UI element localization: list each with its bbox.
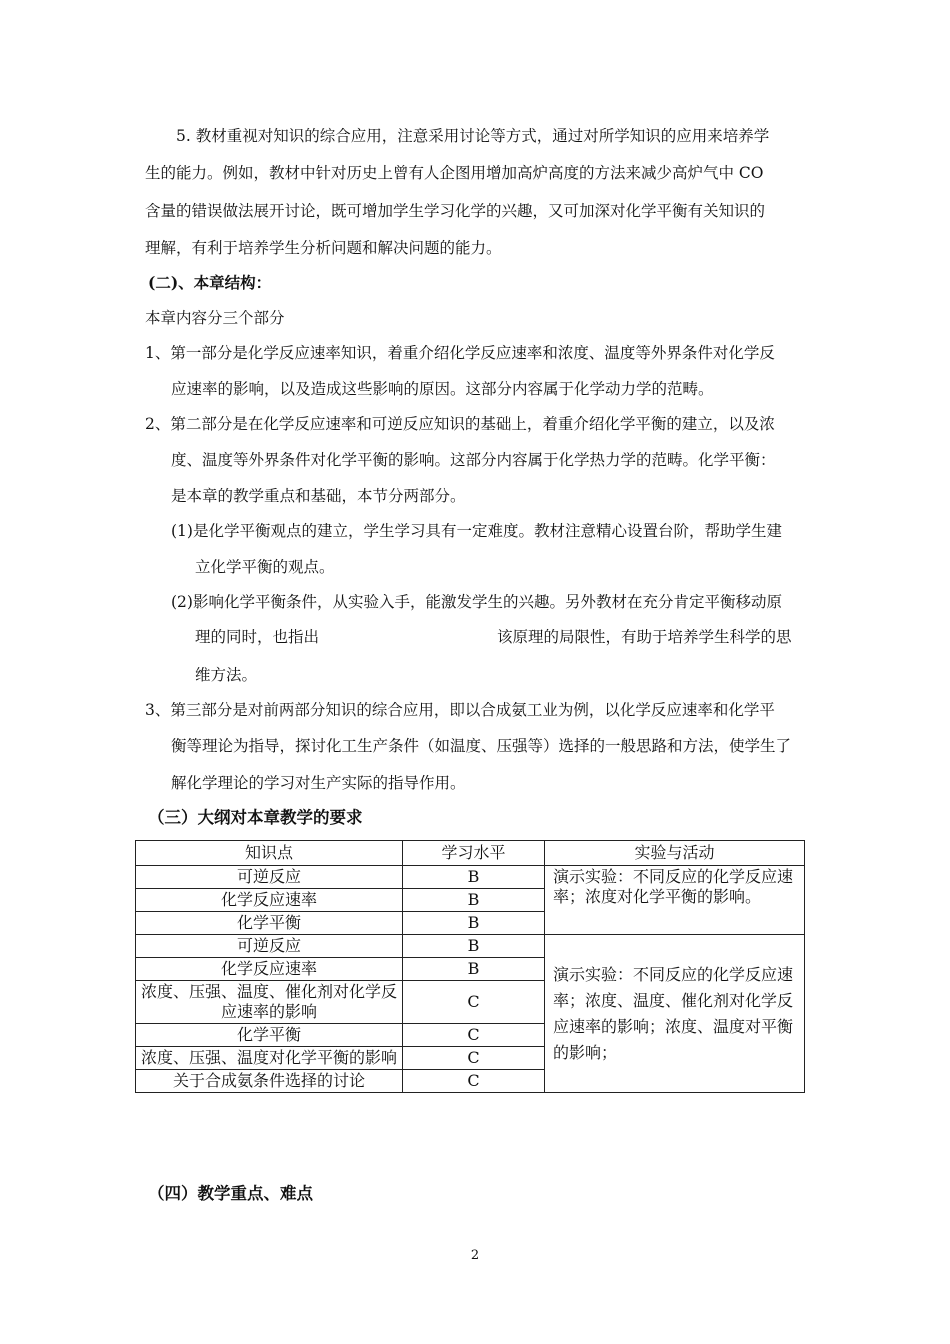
section4-heading: （四）教学重点、难点	[148, 1184, 313, 1203]
para5-line1: 5. 教材重视对知识的综合应用，注意采用讨论等方式，通过对所学知识的应用来培养学	[176, 127, 770, 145]
para5-line4: 理解，有利于培养学生分析问题和解决问题的能力。	[145, 239, 502, 257]
row-level: B	[403, 866, 545, 889]
row-topic: 可逆反应	[136, 935, 403, 958]
row-level: B	[403, 889, 545, 912]
row-topic: 浓度、压强、温度、催化剂对化学反应速率的影响	[136, 981, 403, 1024]
row-topic: 化学平衡	[136, 912, 403, 935]
item1-line2: 应速率的影响，以及造成这些影响的原因。这部分内容属于化学动力学的范畴。	[171, 380, 714, 398]
row-topic: 可逆反应	[136, 866, 403, 889]
header-topic: 知识点	[136, 841, 403, 866]
item3-line2: 衡等理论为指导，探讨化工生产条件（如温度、压强等）选择的一般思路和方法，使学生了	[171, 737, 792, 755]
sub1-line2: 立化学平衡的观点。	[195, 558, 335, 576]
sub2-line2a: 理的同时，也指出	[195, 628, 320, 646]
page-number: 2	[470, 1248, 480, 1263]
activity-cell-2-text: 演示实验：不同反应的化学反应速率；浓度、温度、催化剂对化学反应速率的影响；浓度、温度对平衡的影响；	[553, 964, 794, 1062]
row-topic: 化学平衡	[136, 1024, 403, 1047]
section2-intro: 本章内容分三个部分	[145, 309, 285, 327]
header-activity: 实验与活动	[545, 841, 805, 866]
row-level: C	[403, 1024, 545, 1047]
item2-line2: 度、温度等外界条件对化学平衡的影响。这部分内容属于化学热力学的范畴。化学平衡：	[171, 451, 776, 469]
sub2-line2b: 该原理的局限性，有助于培养学生科学的思	[497, 628, 792, 646]
item2-line1: 2、第二部分是在化学反应速率和可逆反应知识的基础上，着重介绍化学平衡的建立，以及浓	[145, 415, 775, 433]
item2-line3: 是本章的教学重点和基础，本节分两部分。	[171, 487, 466, 505]
table-header-row	[136, 841, 805, 866]
activity-cell-1: 演示实验：不同反应的化学反应速率；浓度对化学平衡的影响。	[545, 866, 805, 935]
item3-line1: 3、第三部分是对前两部分知识的综合应用，即以合成氨工业为例，以化学反应速率和化学平	[145, 701, 775, 719]
section3-heading: （三）大纲对本章教学的要求	[148, 808, 363, 827]
row-level: C	[403, 1070, 545, 1093]
item1-line1: 1、第一部分是化学反应速率知识，着重介绍化学反应速率和浓度、温度等外界条件对化学反	[145, 344, 775, 362]
para5-line2: 生的能力。例如，教材中针对历史上曾有人企图用增加高炉高度的方法来减少高炉气中 CO	[145, 164, 764, 182]
sub1-line1: (1)是化学平衡观点的建立，学生学习具有一定难度。教材注意精心设置台阶，帮助学生建	[171, 522, 782, 540]
item3-line3: 解化学理论的学习对生产实际的指导作用。	[171, 774, 466, 792]
sub2-line3: 维方法。	[195, 666, 258, 684]
row-level: C	[403, 1047, 545, 1070]
activity-cell-2	[545, 935, 805, 1093]
sub2-line1: (2)影响化学平衡条件，从实验入手，能激发学生的兴趣。另外教材在充分肯定平衡移动原	[171, 593, 782, 611]
row-level: B	[403, 935, 545, 958]
section2-heading: (二)、本章结构：	[148, 273, 272, 292]
table-row	[136, 866, 805, 889]
header-level: 学习水平	[403, 841, 545, 866]
row-level: B	[403, 958, 545, 981]
row-topic: 关于合成氨条件选择的讨论	[136, 1070, 403, 1093]
row-level: C	[403, 981, 545, 1024]
row-topic: 化学反应速率	[136, 958, 403, 981]
requirements-table	[135, 840, 805, 1093]
table-row	[136, 935, 805, 958]
row-level: B	[403, 912, 545, 935]
row-topic: 浓度、压强、温度对化学平衡的影响	[136, 1047, 403, 1070]
para5-line3: 含量的错误做法展开讨论，既可增加学生学习化学的兴趣，又可加深对化学平衡有关知识的	[145, 202, 766, 220]
row-topic: 化学反应速率	[136, 889, 403, 912]
